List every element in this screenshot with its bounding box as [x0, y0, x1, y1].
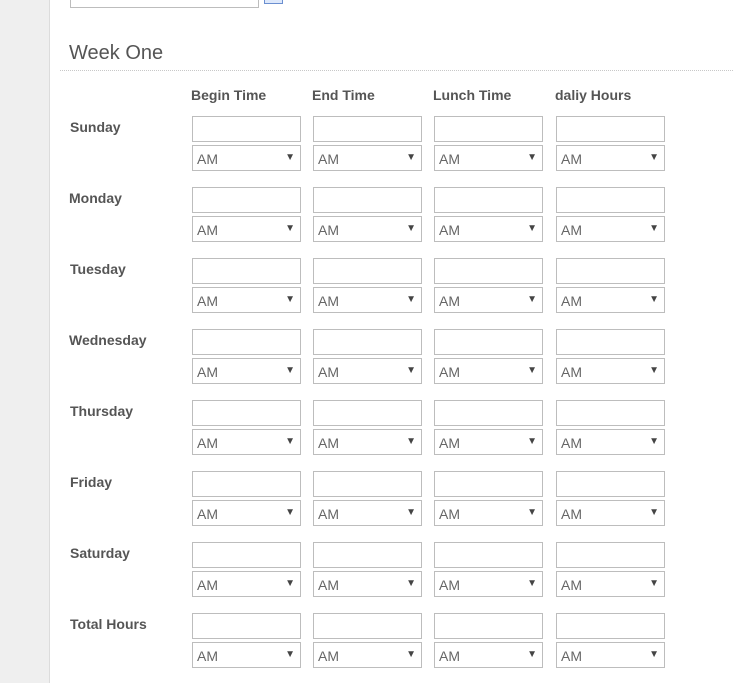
ampm-select[interactable]: [556, 145, 665, 171]
chevron-down-icon: ▼: [406, 365, 416, 376]
chevron-down-icon: ▼: [649, 436, 659, 447]
time-input[interactable]: [556, 613, 665, 639]
ampm-value: AM: [561, 293, 582, 309]
ampm-select[interactable]: [313, 429, 422, 455]
divider: [60, 70, 733, 71]
ampm-select[interactable]: [434, 287, 543, 313]
ampm-select[interactable]: [434, 429, 543, 455]
time-input[interactable]: [434, 613, 543, 639]
row-label: Tuesday: [70, 261, 126, 277]
time-input[interactable]: [556, 187, 665, 213]
time-input[interactable]: [313, 471, 422, 497]
chevron-down-icon: ▼: [649, 649, 659, 660]
chevron-down-icon: ▼: [285, 294, 295, 305]
ampm-select[interactable]: [192, 358, 301, 384]
time-input[interactable]: [556, 471, 665, 497]
ampm-value: AM: [318, 151, 339, 167]
time-input[interactable]: [313, 542, 422, 568]
time-input[interactable]: [313, 187, 422, 213]
ampm-value: AM: [439, 293, 460, 309]
chevron-down-icon: ▼: [527, 436, 537, 447]
ampm-select[interactable]: [434, 358, 543, 384]
time-input[interactable]: [313, 258, 422, 284]
chevron-down-icon: ▼: [527, 223, 537, 234]
ampm-select[interactable]: [313, 287, 422, 313]
time-input[interactable]: [192, 187, 301, 213]
ampm-value: AM: [318, 435, 339, 451]
ampm-value: AM: [197, 506, 218, 522]
time-input[interactable]: [313, 400, 422, 426]
chevron-down-icon: ▼: [406, 436, 416, 447]
ampm-value: AM: [197, 151, 218, 167]
ampm-value: AM: [197, 435, 218, 451]
chevron-down-icon: ▼: [285, 649, 295, 660]
ampm-value: AM: [561, 435, 582, 451]
chevron-down-icon: ▼: [527, 365, 537, 376]
ampm-select[interactable]: [192, 216, 301, 242]
time-input[interactable]: [556, 258, 665, 284]
chevron-down-icon: ▼: [406, 223, 416, 234]
row-label: Thursday: [70, 403, 134, 419]
chevron-down-icon: ▼: [527, 507, 537, 518]
ampm-value: AM: [318, 364, 339, 380]
ampm-value: AM: [561, 222, 582, 238]
chevron-down-icon: ▼: [649, 294, 659, 305]
chevron-down-icon: ▼: [527, 152, 537, 163]
ampm-select[interactable]: [556, 287, 665, 313]
time-input[interactable]: [434, 400, 543, 426]
time-input[interactable]: [434, 542, 543, 568]
row-label: Wednesday: [69, 332, 147, 348]
chevron-down-icon: ▼: [527, 649, 537, 660]
time-input[interactable]: [434, 187, 543, 213]
time-input[interactable]: [556, 116, 665, 142]
column-header: Lunch Time: [433, 87, 512, 103]
date-input[interactable]: [70, 0, 259, 8]
time-input[interactable]: [313, 329, 422, 355]
row-label: Total Hours: [70, 616, 147, 632]
calendar-icon[interactable]: [264, 0, 283, 4]
time-input[interactable]: [313, 613, 422, 639]
ampm-select[interactable]: [434, 145, 543, 171]
ampm-select[interactable]: [313, 358, 422, 384]
ampm-value: AM: [561, 506, 582, 522]
ampm-select[interactable]: [192, 571, 301, 597]
chevron-down-icon: ▼: [649, 152, 659, 163]
ampm-select[interactable]: [556, 429, 665, 455]
chevron-down-icon: ▼: [649, 365, 659, 376]
ampm-select[interactable]: [556, 500, 665, 526]
ampm-value: AM: [439, 364, 460, 380]
time-input[interactable]: [556, 542, 665, 568]
ampm-value: AM: [197, 648, 218, 664]
ampm-select[interactable]: [313, 216, 422, 242]
ampm-value: AM: [561, 648, 582, 664]
ampm-value: AM: [197, 364, 218, 380]
left-gutter: [0, 0, 50, 683]
ampm-value: AM: [561, 364, 582, 380]
ampm-select[interactable]: [192, 145, 301, 171]
column-header: Begin Time: [191, 87, 267, 103]
chevron-down-icon: ▼: [285, 507, 295, 518]
ampm-select[interactable]: [313, 500, 422, 526]
chevron-down-icon: ▼: [527, 578, 537, 589]
row-label: Sunday: [70, 119, 121, 135]
ampm-select[interactable]: [313, 571, 422, 597]
week-title: Week One: [69, 42, 164, 64]
time-input[interactable]: [434, 258, 543, 284]
chevron-down-icon: ▼: [285, 365, 295, 376]
time-input[interactable]: [192, 400, 301, 426]
ampm-value: AM: [561, 577, 582, 593]
column-header: daliy Hours: [555, 87, 632, 103]
ampm-select[interactable]: [556, 571, 665, 597]
ampm-value: AM: [197, 222, 218, 238]
ampm-value: AM: [318, 648, 339, 664]
ampm-value: AM: [318, 222, 339, 238]
ampm-select[interactable]: [313, 145, 422, 171]
chevron-down-icon: ▼: [285, 152, 295, 163]
ampm-value: AM: [197, 577, 218, 593]
time-input[interactable]: [434, 329, 543, 355]
time-input[interactable]: [313, 116, 422, 142]
ampm-select[interactable]: [434, 500, 543, 526]
ampm-value: AM: [439, 577, 460, 593]
chevron-down-icon: ▼: [406, 507, 416, 518]
ampm-select[interactable]: [192, 500, 301, 526]
time-input[interactable]: [556, 329, 665, 355]
ampm-value: AM: [318, 293, 339, 309]
ampm-value: AM: [439, 151, 460, 167]
ampm-value: AM: [439, 648, 460, 664]
time-input[interactable]: [434, 116, 543, 142]
ampm-value: AM: [197, 293, 218, 309]
time-input[interactable]: [556, 400, 665, 426]
ampm-value: AM: [439, 506, 460, 522]
chevron-down-icon: ▼: [649, 223, 659, 234]
chevron-down-icon: ▼: [649, 578, 659, 589]
time-input[interactable]: [192, 542, 301, 568]
time-input[interactable]: [192, 116, 301, 142]
time-input[interactable]: [192, 471, 301, 497]
ampm-select[interactable]: [556, 642, 665, 668]
chevron-down-icon: ▼: [649, 507, 659, 518]
ampm-value: AM: [561, 151, 582, 167]
ampm-value: AM: [439, 222, 460, 238]
column-header: End Time: [312, 87, 375, 103]
row-label: Monday: [69, 190, 122, 206]
ampm-select[interactable]: [192, 429, 301, 455]
chevron-down-icon: ▼: [406, 152, 416, 163]
ampm-select[interactable]: [192, 287, 301, 313]
chevron-down-icon: ▼: [406, 294, 416, 305]
time-input[interactable]: [192, 329, 301, 355]
chevron-down-icon: ▼: [527, 294, 537, 305]
chevron-down-icon: ▼: [285, 223, 295, 234]
ampm-select[interactable]: [556, 358, 665, 384]
chevron-down-icon: ▼: [285, 578, 295, 589]
ampm-value: AM: [318, 577, 339, 593]
row-label: Saturday: [70, 545, 130, 561]
time-input[interactable]: [192, 258, 301, 284]
chevron-down-icon: ▼: [285, 436, 295, 447]
row-label: Friday: [70, 474, 113, 490]
ampm-select[interactable]: [434, 642, 543, 668]
ampm-value: AM: [439, 435, 460, 451]
time-input[interactable]: [434, 471, 543, 497]
ampm-select[interactable]: [434, 216, 543, 242]
ampm-select[interactable]: [313, 642, 422, 668]
ampm-value: AM: [318, 506, 339, 522]
ampm-select[interactable]: [434, 571, 543, 597]
chevron-down-icon: ▼: [406, 649, 416, 660]
chevron-down-icon: ▼: [406, 578, 416, 589]
ampm-select[interactable]: [556, 216, 665, 242]
time-input[interactable]: [192, 613, 301, 639]
ampm-select[interactable]: [192, 642, 301, 668]
